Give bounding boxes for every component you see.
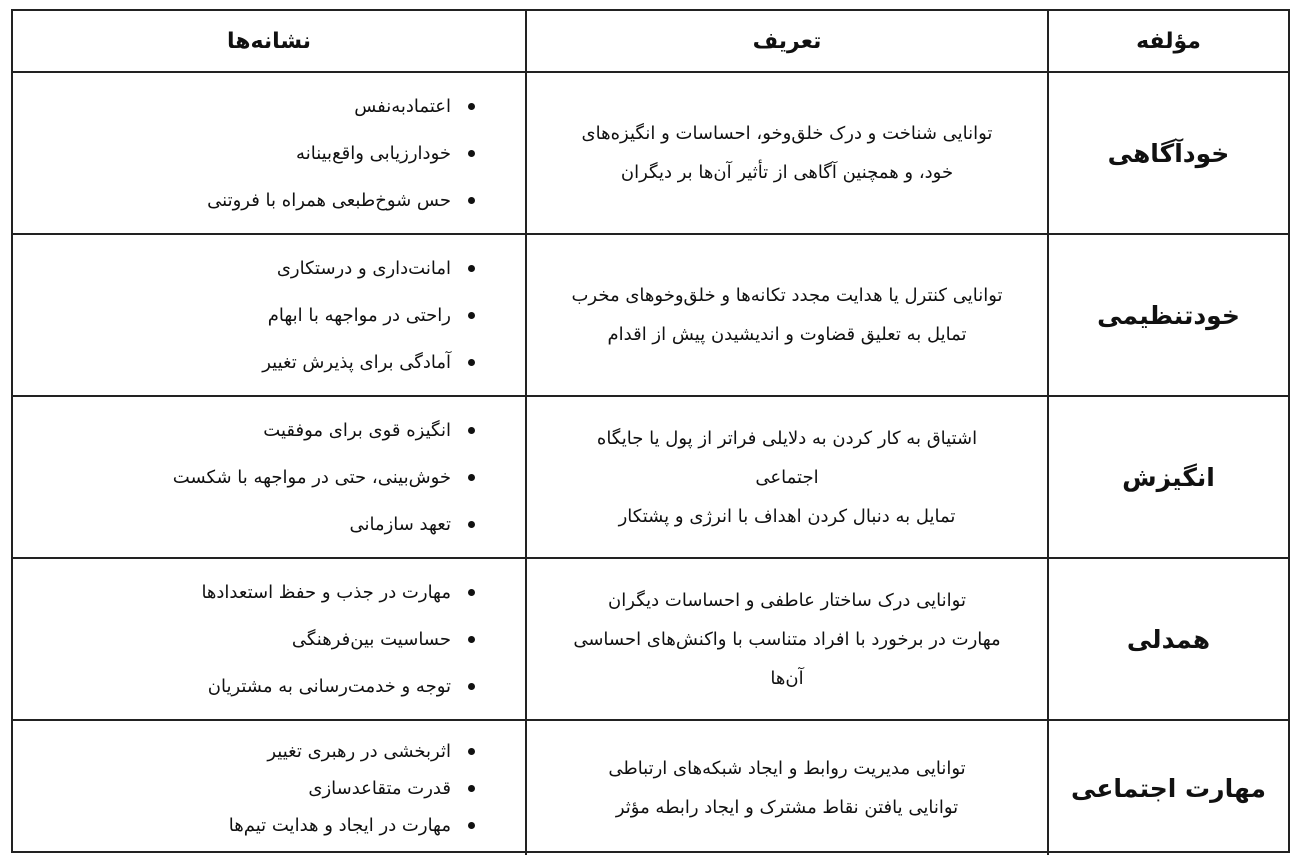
definition-line: تمایل به دنبال کردن اهداف با انرژی و پشتکار bbox=[618, 505, 956, 527]
list-item: قدرت متقاعدسازی bbox=[229, 770, 475, 807]
definition-cell bbox=[525, 559, 1047, 721]
signs-cell bbox=[13, 73, 525, 235]
definition-cell bbox=[525, 721, 1047, 855]
list-item: مهارت در ایجاد و هدایت تیم‌ها bbox=[229, 807, 475, 844]
signs-list bbox=[201, 569, 475, 710]
list-item: مهارت در جذب و حفظ استعدادها bbox=[201, 569, 475, 616]
component-cell: مهارت اجتماعی bbox=[1047, 721, 1288, 855]
definition-cell bbox=[525, 235, 1047, 397]
list-item: امانت‌داری و درستکاری bbox=[262, 245, 475, 292]
signs-cell bbox=[13, 721, 525, 855]
signs-list bbox=[207, 83, 475, 224]
list-item: انگیزه قوی برای موفقیت bbox=[173, 407, 475, 454]
definition-line: توانایی یافتن نقاط مشترک و ایجاد رابطه مؤثر bbox=[615, 797, 959, 818]
list-item: حس شوخ‌طبعی همراه با فروتنی bbox=[207, 177, 475, 224]
signs-list bbox=[229, 733, 475, 844]
definition-line: توانایی شناخت و درک خلق‌وخو، احساسات و انگیزه‌های خود، و همچنین آگاهی از تأثیر آن‌ها بر دیگران bbox=[581, 123, 993, 183]
component-cell: خودآگاهی bbox=[1047, 73, 1288, 235]
component-cell: انگیزش bbox=[1047, 397, 1288, 559]
list-item: حساسیت بین‌فرهنگی bbox=[201, 616, 475, 663]
signs-list bbox=[173, 407, 475, 548]
header-component: مؤلفه bbox=[1047, 11, 1288, 73]
definition-line: توانایی کنترل یا هدایت مجدد تکانه‌ها و خلق‌وخوهای مخرب bbox=[571, 285, 1003, 306]
definition-line: مهارت در برخورد با افراد متناسب با واکنش‌های احساسی آن‌ها bbox=[573, 628, 1001, 689]
definition-cell bbox=[525, 73, 1047, 235]
definition-cell bbox=[525, 397, 1047, 559]
component-cell: خودتنظیمی bbox=[1047, 235, 1288, 397]
list-item: آمادگی برای پذیرش تغییر bbox=[262, 339, 475, 386]
list-item: تعهد سازمانی bbox=[173, 501, 475, 548]
list-item: راحتی در مواجهه با ابهام bbox=[262, 292, 475, 339]
list-item: خوش‌بینی، حتی در مواجهه با شکست bbox=[173, 454, 475, 501]
list-item: اعتمادبه‌نفس bbox=[207, 83, 475, 130]
definition-line: اشتیاق به کار کردن به دلایلی فراتر از پول یا جایگاه اجتماعی bbox=[596, 427, 978, 488]
list-item: توجه و خدمت‌رسانی به مشتریان bbox=[201, 663, 475, 710]
header-signs: نشانه‌ها bbox=[13, 11, 525, 73]
header-definition: تعریف bbox=[525, 11, 1047, 73]
list-item: خودارزیابی واقع‌بینانه bbox=[207, 130, 475, 177]
competency-table bbox=[11, 9, 1290, 853]
component-cell: همدلی bbox=[1047, 559, 1288, 721]
signs-cell bbox=[13, 235, 525, 397]
signs-cell bbox=[13, 397, 525, 559]
signs-cell bbox=[13, 559, 525, 721]
definition-line: توانایی درک ساختار عاطفی و احساسات دیگران bbox=[608, 589, 966, 611]
list-item: اثربخشی در رهبری تغییر bbox=[229, 733, 475, 770]
definition-line: توانایی مدیریت روابط و ایجاد شبکه‌های ارتباطی bbox=[608, 758, 966, 779]
signs-list bbox=[262, 245, 475, 386]
definition-line: تمایل به تعلیق قضاوت و اندیشیدن پیش از اقدام bbox=[607, 324, 967, 345]
